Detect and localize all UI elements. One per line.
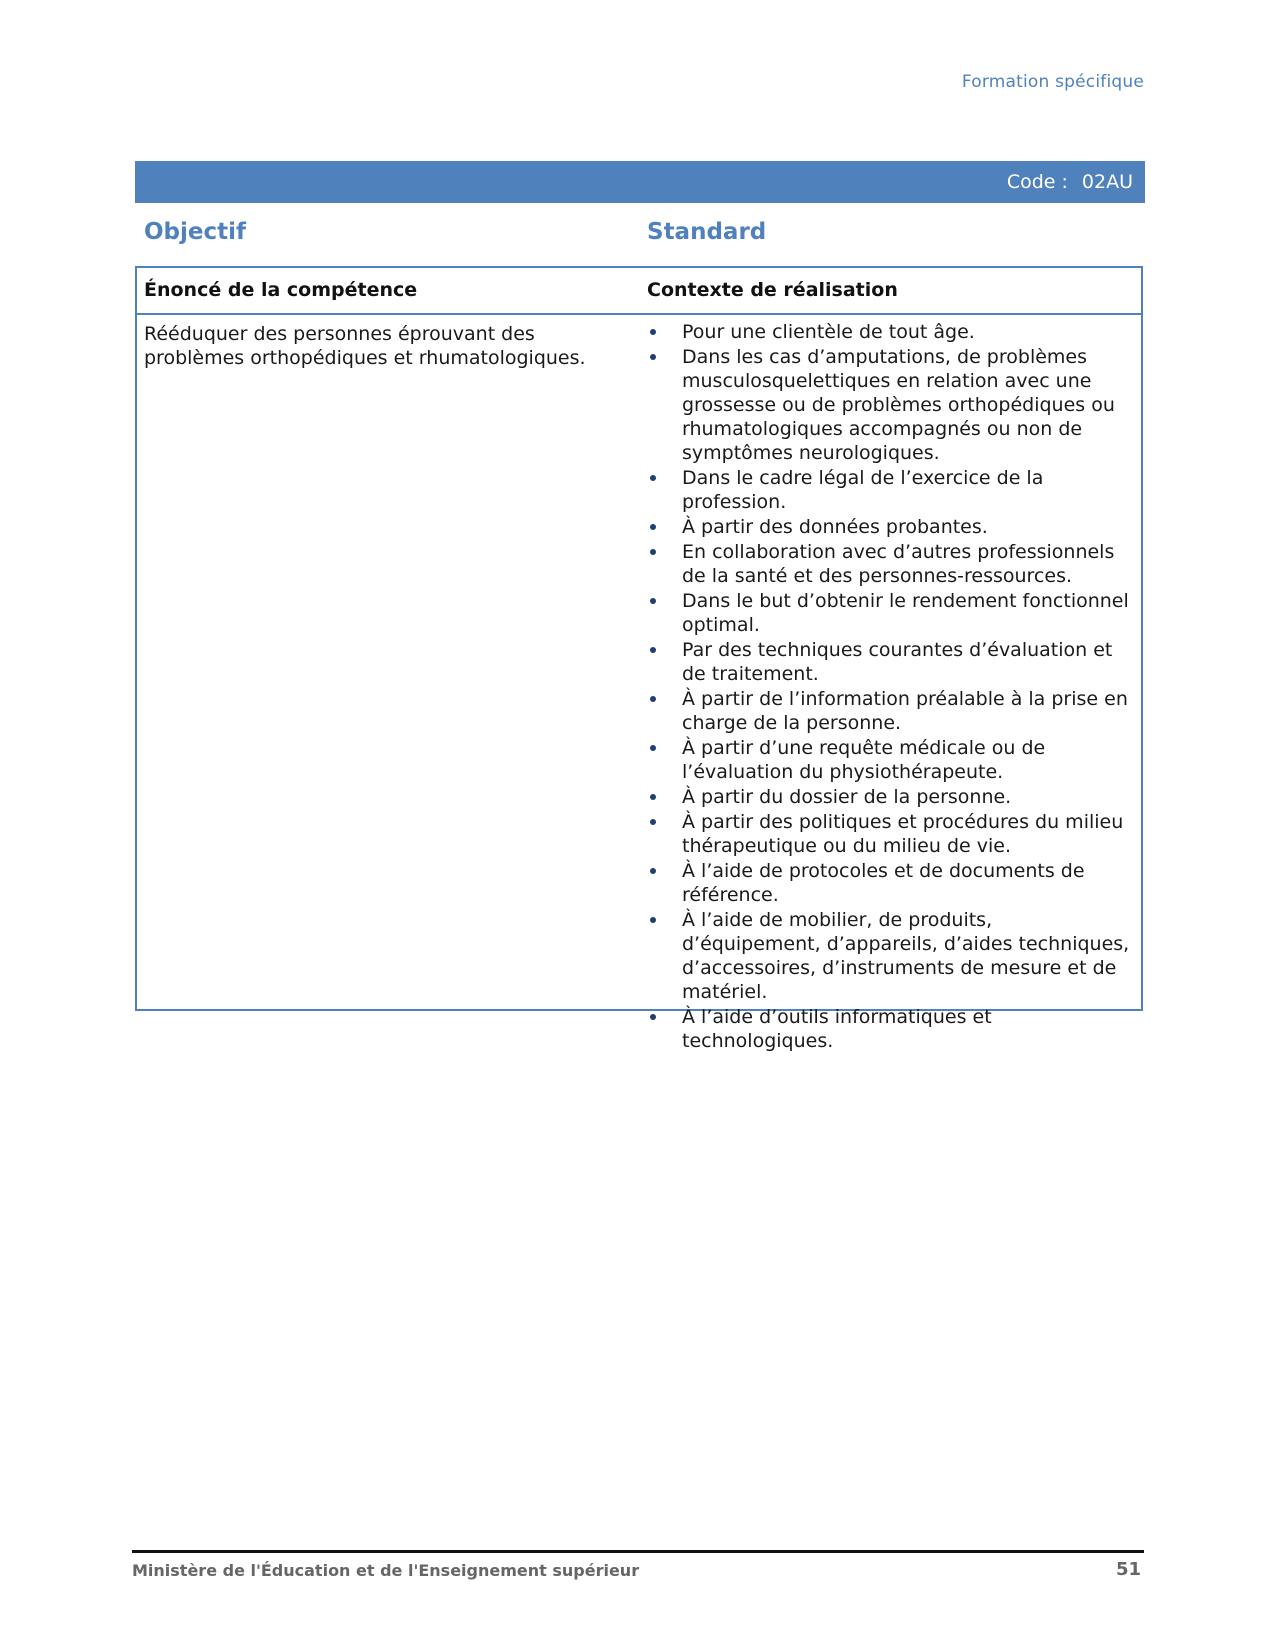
context-item-text: Dans les cas d’amputations, de problèmes musculosquelettiques en relation avec une grossesse ou de problèmes orthopédiques ou rhumatologiques accompagnés ou non de symptômes neurologiques. — [682, 346, 1115, 464]
bullet-icon — [650, 647, 656, 653]
bullet-icon — [650, 745, 656, 751]
context-list-item — [647, 638, 1135, 686]
context-item-text: Dans le but d’obtenir le rendement fonctionnel optimal. — [682, 590, 1129, 636]
context-list-item — [647, 687, 1135, 735]
context-list-item — [647, 320, 1135, 344]
competence-column-header: Énoncé de la compétence — [144, 279, 418, 301]
context-item-text: À partir d’une requête médicale ou de l’évaluation du physiothérapeute. — [682, 737, 1046, 783]
bullet-icon — [650, 917, 656, 923]
bullet-icon — [650, 794, 656, 800]
bullet-icon — [650, 524, 656, 530]
competence-statement: Rééduquer des personnes éprouvant des problèmes orthopédiques et rhumatologiques. — [144, 323, 586, 369]
context-list-item — [647, 345, 1135, 465]
table-header-row — [137, 268, 1141, 315]
context-item-text: À l’aide d’outils informatiques et technologiques. — [682, 1006, 992, 1052]
context-list-item — [647, 736, 1135, 784]
context-column-header: Contexte de réalisation — [647, 279, 898, 301]
bullet-icon — [650, 868, 656, 874]
competence-table — [135, 266, 1143, 1052]
context-item-text: À partir du dossier de la personne. — [682, 786, 1012, 808]
bullet-icon — [650, 354, 656, 360]
code-bar — [135, 161, 1145, 203]
context-list-item — [647, 466, 1135, 514]
context-item-text: En collaboration avec d’autres professionnels de la santé et des personnes-ressources. — [682, 541, 1115, 587]
footer-divider — [132, 1550, 1144, 1553]
bullet-icon — [650, 549, 656, 555]
context-list — [647, 320, 1135, 1054]
context-list-item — [647, 810, 1135, 858]
context-list-item — [647, 859, 1135, 907]
bullet-icon — [650, 329, 656, 335]
context-list-item — [647, 515, 1135, 539]
context-item-text: Dans le cadre légal de l’exercice de la profession. — [682, 467, 1044, 513]
context-list-item — [647, 908, 1135, 1004]
footer-publisher: Ministère de l'Éducation et de l'Enseignement supérieur — [132, 1561, 640, 1580]
context-item-text: Pour une clientèle de tout âge. — [682, 321, 975, 343]
context-list-item — [647, 1005, 1135, 1053]
context-list-item — [647, 785, 1135, 809]
bullet-icon — [650, 1014, 656, 1020]
code-value: 02AU — [1081, 171, 1133, 193]
page-number: 51 — [1115, 1559, 1141, 1580]
context-item-text: À partir de l’information préalable à la prise en charge de la personne. — [682, 688, 1128, 734]
context-item-text: À partir des données probantes. — [682, 516, 988, 538]
bullet-icon — [650, 475, 656, 481]
context-list-item — [647, 589, 1135, 637]
standard-heading: Standard — [647, 219, 767, 245]
bullet-icon — [650, 598, 656, 604]
context-list-item — [647, 540, 1135, 588]
bullet-icon — [650, 819, 656, 825]
context-item-text: Par des techniques courantes d’évaluation et de traitement. — [682, 639, 1113, 685]
context-item-text: À l’aide de protocoles et de documents de référence. — [682, 860, 1085, 906]
bullet-icon — [650, 696, 656, 702]
objectif-heading: Objectif — [144, 219, 247, 245]
running-header: Formation spécifique — [961, 72, 1144, 92]
code-label: Code : — [1006, 171, 1068, 193]
context-item-text: À l’aide de mobilier, de produits, d’équipement, d’appareils, d’aides techniques, d’accessoires, d’instruments de mesure et de matériel. — [682, 909, 1130, 1003]
context-item-text: À partir des politiques et procédures du milieu thérapeutique ou du milieu de vie. — [682, 811, 1124, 857]
